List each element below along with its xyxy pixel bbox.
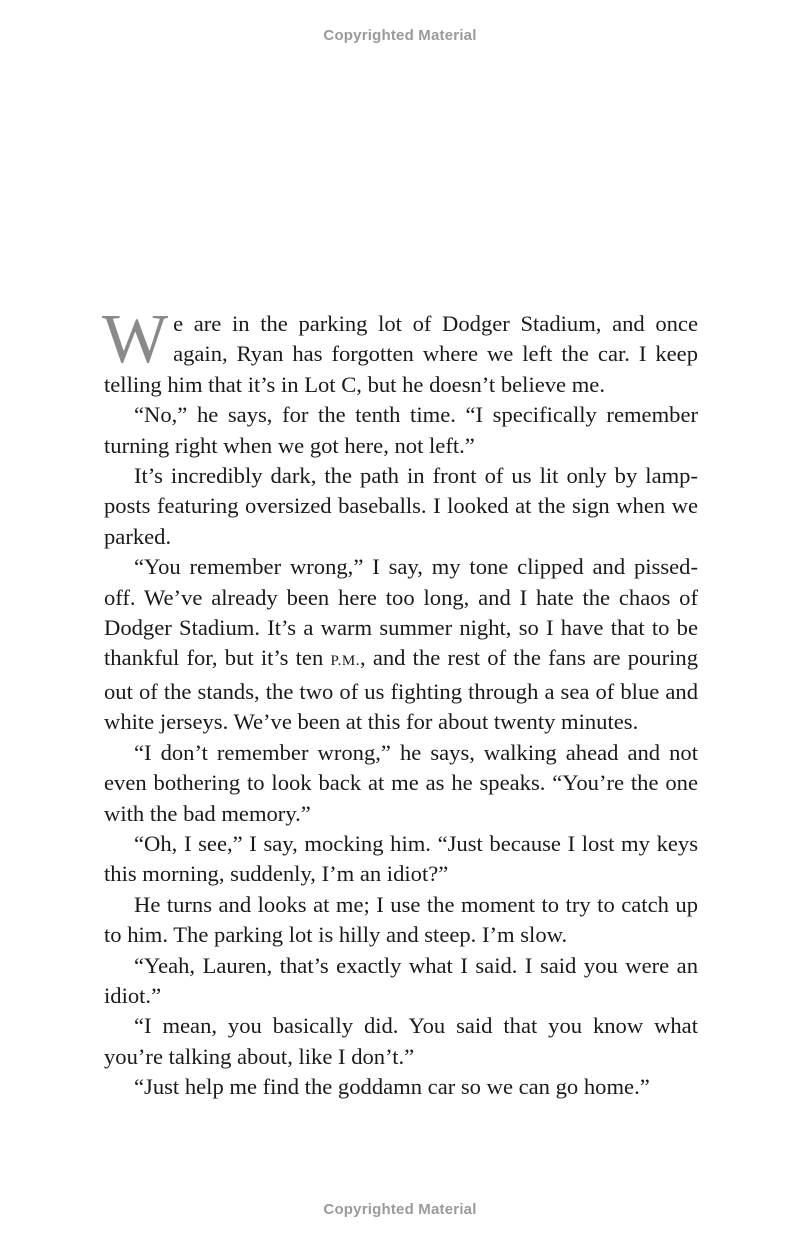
drop-cap: W — [102, 301, 169, 378]
paragraph-1-text: e are in the parking lot of Dodger Stadium, and once again, Ryan has forgotten where we left the car. I keep telling him that it’s in Lot C, but he doesn’t believe me. — [104, 311, 698, 397]
story-text — [102, 301, 698, 1103]
copyright-watermark-bottom: Copyrighted Material — [323, 1201, 477, 1218]
paragraph-2: “No,” he says, for the tenth time. “I specifically remember turning right when we got here, not left.” — [104, 402, 698, 458]
paragraph-6: “Oh, I see,” I say, mocking him. “Just because I lost my keys this morning, suddenly, I’m an idiot?” — [104, 830, 698, 887]
paragraph-9: “I mean, you basically did. You said that you know what you’re talking about, like I don’t.” — [104, 1013, 698, 1069]
paragraph-4-text-b: , and the rest of the fans are pouring out of the stands, the two of us fighting through a sea of blue and white jerseys. We’ve been at this for about twenty minutes. — [104, 645, 698, 735]
paragraph-1 — [102, 301, 698, 400]
paragraph-5: “I don’t remember wrong,” he says, walking ahead and not even bothering to look back at me as he speaks. “You’re the one with the bad memory.” — [104, 739, 698, 826]
copyright-watermark-top: Copyrighted Material — [323, 27, 477, 44]
paragraph-8: “Yeah, Lauren, that’s exactly what I said. I said you were an idiot.” — [104, 952, 698, 1008]
paragraph-7: He turns and looks at me; I use the moment to try to catch up to him. The parking lot is hilly and steep. I’m slow. — [104, 891, 698, 948]
paragraph-4 — [104, 552, 698, 737]
paragraph-3: It’s incredibly dark, the path in front of us lit only by lamp-posts featuring oversized baseballs. I looked at the sign when we parked. — [104, 463, 698, 549]
paragraph-10: “Just help me find the goddamn car so we can go home.” — [134, 1074, 650, 1100]
time-smallcaps: P.M. — [330, 653, 360, 670]
paragraph-4-text-a: “You remember wrong,” I say, my tone clipped and pissed-off. We’ve already been here too long, and I hate the chaos of Dodger Stadium. It’s a warm summer night, so I have that to be thankful for, but it’s ten — [104, 554, 698, 671]
